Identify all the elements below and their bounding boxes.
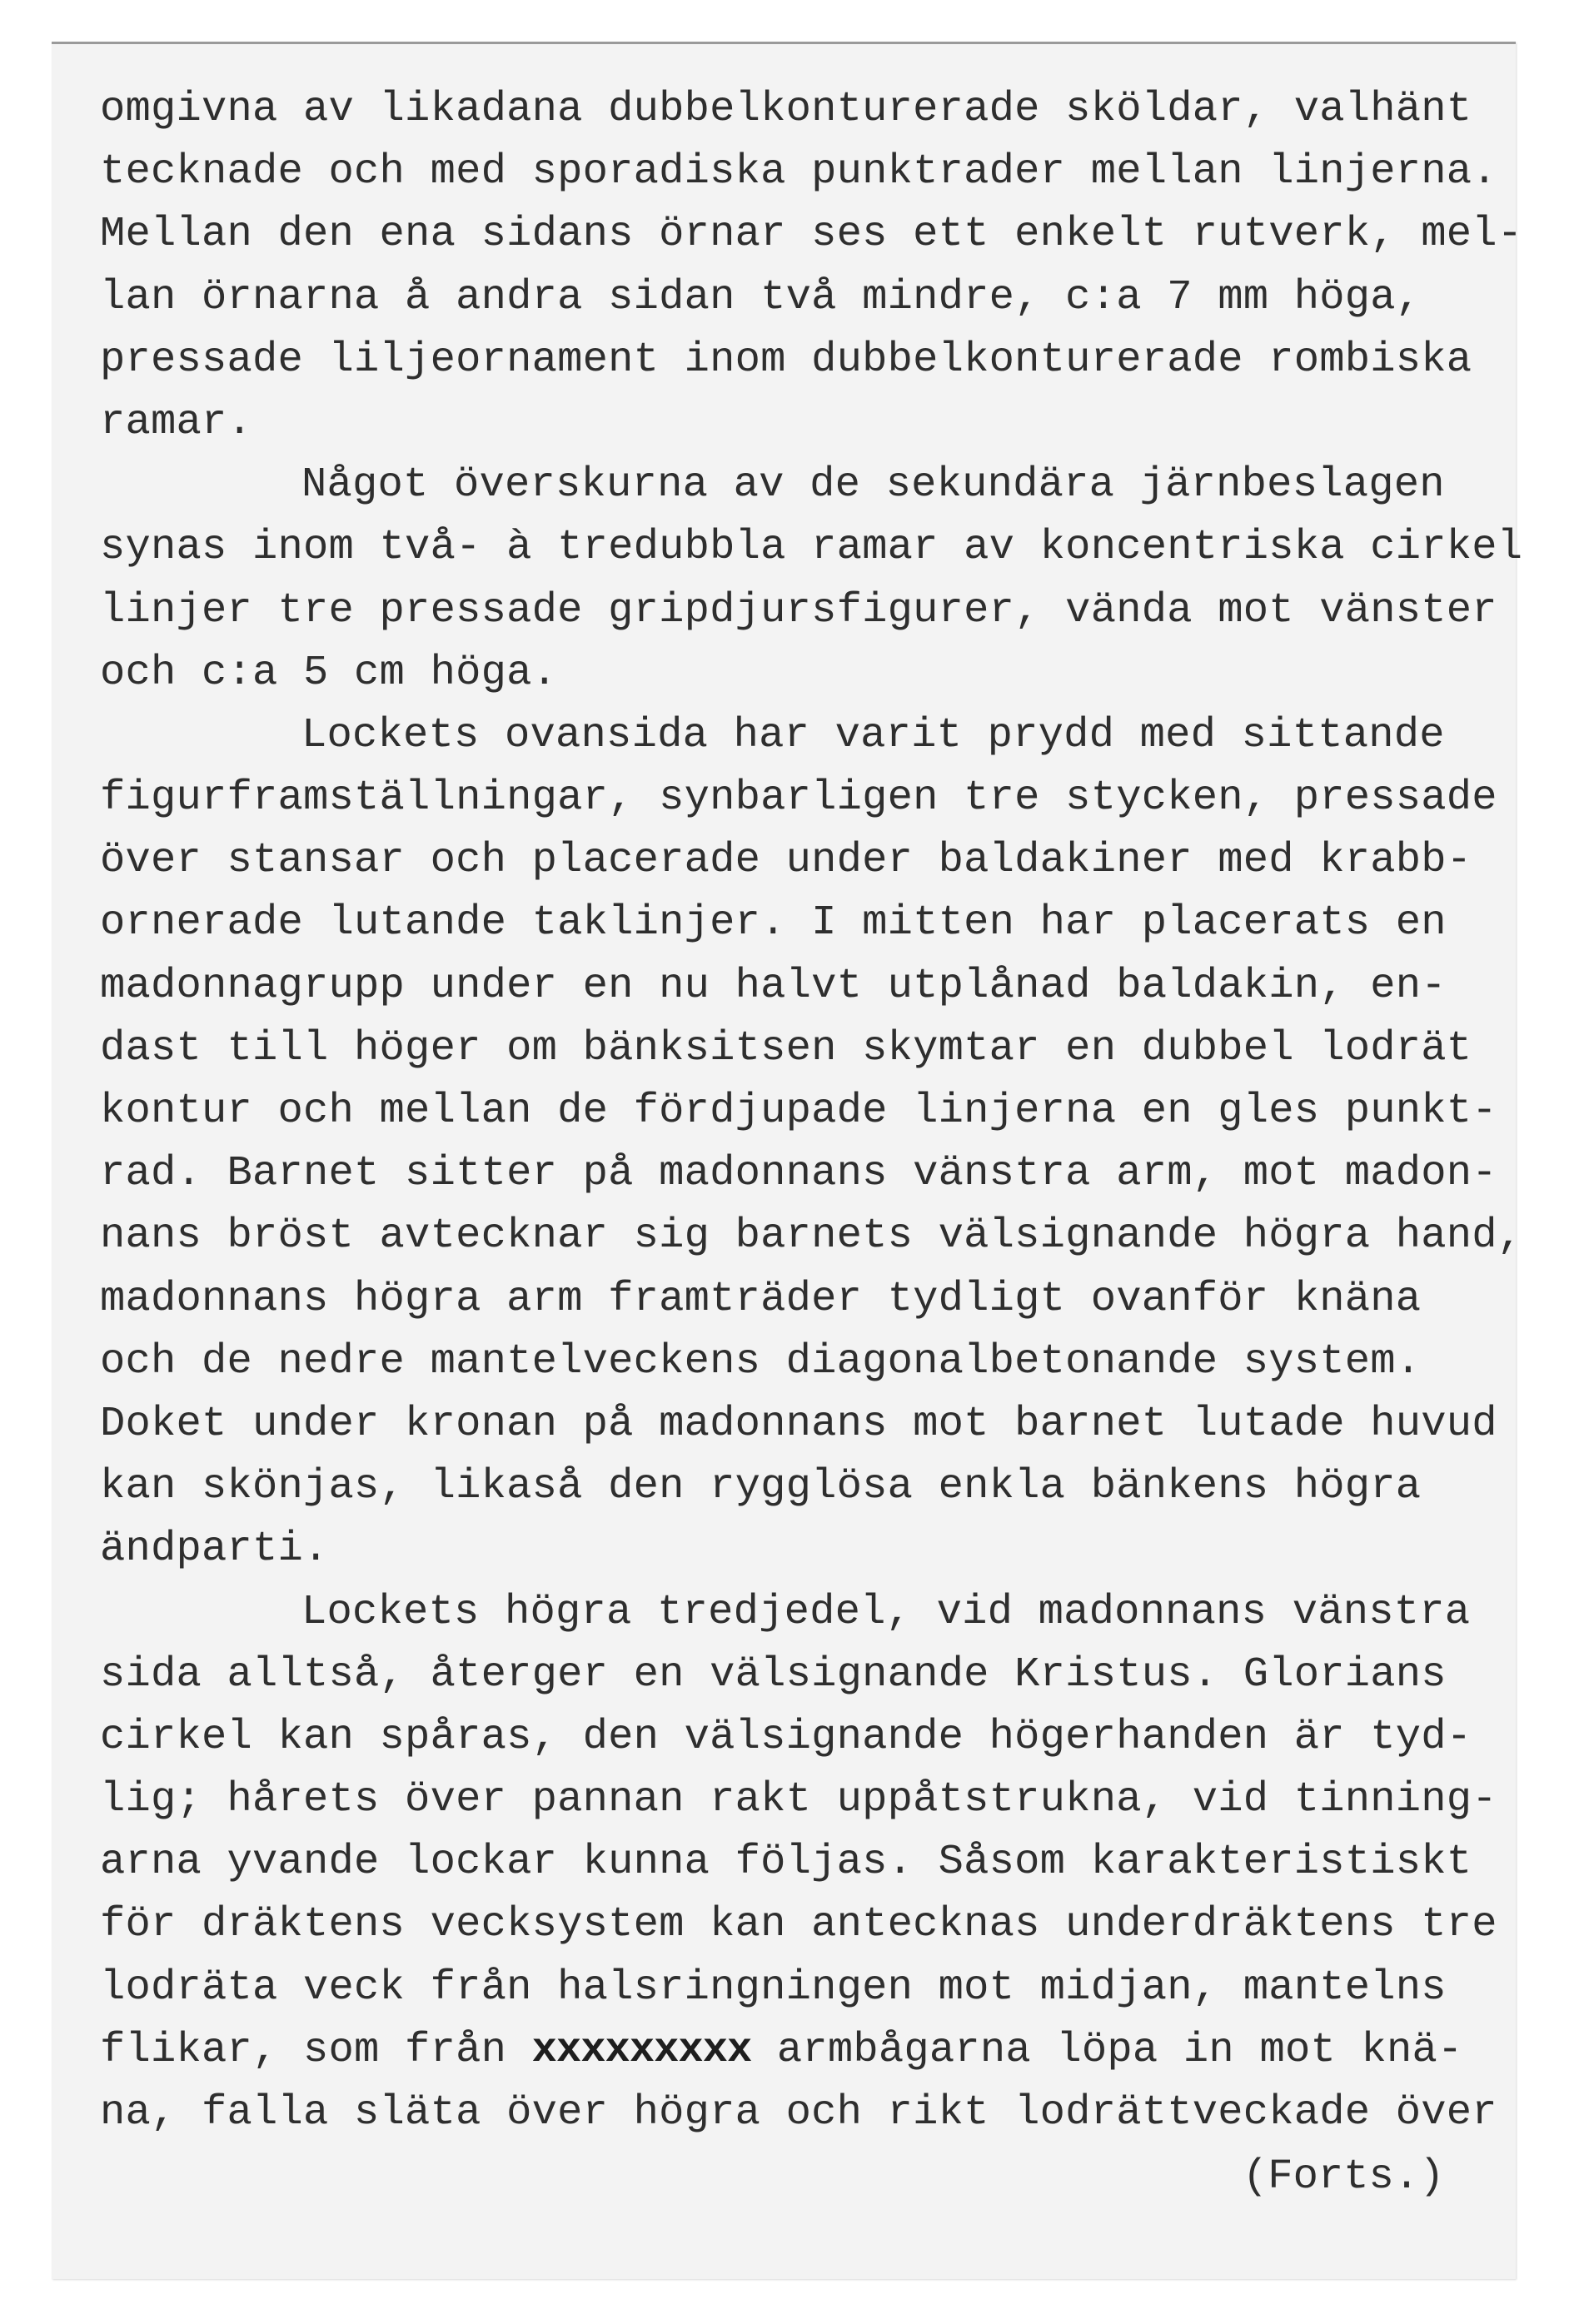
body-text: [100, 78, 1532, 2144]
text-line: cirkel kan spåras, den välsignande högerhanden är tyd-: [100, 1713, 1472, 1761]
overtyped-word: xxxxxxxxx: [531, 2026, 752, 2074]
text-line: ramar.: [100, 398, 253, 446]
text-line: pressade liljeornament inom dubbelkonturerade rombiska: [100, 336, 1472, 384]
text-line: lig; hårets över pannan rakt uppåtstrukna, vid tinning-: [100, 1776, 1497, 1824]
paragraph-start-line: Lockets ovansida har varit prydd med sittande: [301, 711, 1445, 759]
text-segment: armbågarna löpa in mot knä-: [751, 2026, 1463, 2074]
text-line: för dräktens vecksystem kan antecknas underdräktens tre: [100, 1901, 1497, 1949]
continued-note: (Forts.): [1243, 2153, 1445, 2201]
text-line: kan skönjas, likaså den rygglösa enkla bänkens högra: [100, 1463, 1422, 1511]
text-line: madonnagrupp under en nu halvt utplånad baldakin, en-: [100, 962, 1447, 1010]
paragraph-start-line: Lockets högra tredjedel, vid madonnans vänstra: [301, 1588, 1471, 1636]
text-line: nans bröst avtecknar sig barnets välsignande högra hand,: [100, 1212, 1523, 1261]
text-line-with-strikeover: [100, 2019, 1532, 2082]
text-line: madonnans högra arm framträder tydligt ovanför knäna: [100, 1275, 1422, 1323]
text-line: linjer tre pressade gripdjursfigurer, vända mot vänster: [100, 586, 1497, 634]
text-line: rad. Barnet sitter på madonnans vänstra arm, mot madon-: [100, 1150, 1497, 1198]
text-line: synas inom två- à tredubbla ramar av koncentriska cirkel: [100, 524, 1523, 572]
text-line: omgivna av likadana dubbelkonturerade sköldar, valhänt: [100, 86, 1472, 133]
text-line: kontur och mellan de fördjupade linjerna en gles punkt-: [100, 1087, 1497, 1135]
text-line: tecknade och med sporadiska punktrader mellan linjerna.: [100, 148, 1497, 197]
paragraph-start-line: Något överskurna av de sekundära järnbeslagen: [301, 461, 1445, 510]
text-line: dast till höger om bänksitsen skymtar en dubbel lodrät: [100, 1024, 1472, 1072]
text-line: lodräta veck från halsringningen mot midjan, mantelns: [100, 1963, 1447, 2012]
text-segment: flikar, som från: [100, 2026, 532, 2074]
text-line: figurframställningar, synbarligen tre stycken, pressade: [100, 774, 1497, 823]
text-line: Mellan den ena sidans örnar ses ett enkelt rutverk, mel-: [100, 211, 1523, 259]
text-line: ändparti.: [100, 1525, 329, 1574]
text-line: lan örnarna å andra sidan två mindre, c:a 7 mm höga,: [100, 273, 1422, 321]
text-line: och c:a 5 cm höga.: [100, 649, 558, 697]
text-line: och de nedre mantelveckens diagonalbetonande system.: [100, 1337, 1422, 1386]
text-line: na, falla släta över högra och rikt lodrättveckade över: [100, 2089, 1497, 2137]
text-line: arna yvande lockar kunna följas. Såsom karakteristiskt: [100, 1839, 1472, 1887]
text-line: ornerade lutande taklinjer. I mitten har placerats en: [100, 899, 1447, 948]
text-line: över stansar och placerade under baldakiner med krabb-: [100, 837, 1472, 885]
text-line: Doket under kronan på madonnans mot barnet lutade huvud: [100, 1400, 1497, 1448]
text-line: sida alltså, återger en välsignande Kristus. Glorians: [100, 1650, 1447, 1699]
